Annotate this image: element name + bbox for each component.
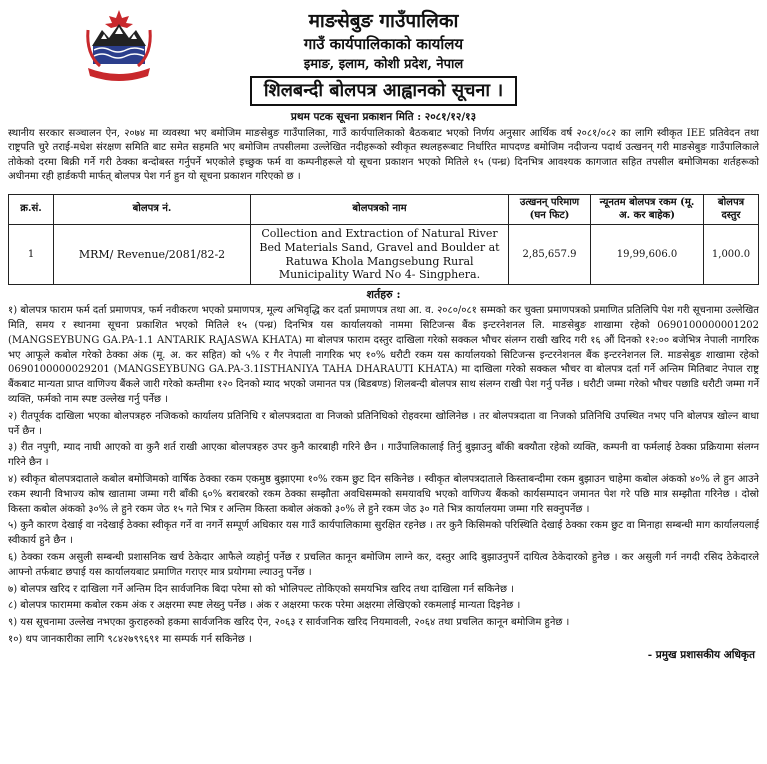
- cell-quantity: 2,85,657.9: [509, 225, 591, 285]
- terms-list: [8, 304, 759, 648]
- municipality-name: माङसेबुङ गाउँपालिका: [308, 10, 459, 32]
- col-header-name: बोलपत्रको नाम: [251, 195, 509, 225]
- publication-date: प्रथम पटक सूचना प्रकाशन मिति : २०८१/१२/१३: [290, 110, 477, 123]
- table-row: [9, 225, 759, 285]
- term-item: ७) बोलपत्र खरिद र दाखिला गर्ने अन्तिम दिन सार्वजनिक बिदा परेमा सो को भोलिपल्ट तोकिएको समयभित्र खरिद तथा दाखिला गर्न सकिनेछ ।: [8, 583, 514, 595]
- table-header-row: [9, 195, 759, 225]
- term-item: ५) कुनै कारण देखाई वा नदेखाई ठेक्का स्वीकृत गर्ने वा नगर्ने सम्पूर्ण अधिकार यस गाउँ कार्यपालिकामा सुरक्षित रहनेछ । तर कुनै किसिमको परिस्थिति देखाई ठेक्का रकम छुट वा मिनाहा सम्बन्धी माग कार्यालयलाई स्वीकार्य हुने छैन ।: [8, 520, 759, 547]
- col-header-bid-no: बोलपत्र नं.: [54, 195, 251, 225]
- cell-name: Collection and Extraction of Natural River Bed Materials Sand, Gravel and Boulder at Ratuwa Khola Mangsebung Rural Municipality Ward No 4- Singphera.: [251, 225, 509, 285]
- term-item: १०) थप जानकारीका लागि ९८४२७९९६९१ मा सम्पर्क गर्न सकिनेछ ।: [8, 633, 252, 645]
- col-header-min-amount: न्यूनतम बोलपत्र रकम (मू. अ. कर बाहेक): [591, 195, 704, 225]
- signature-line: - प्रमुख प्रशासकीय अधिकृत: [647, 648, 755, 661]
- nepal-emblem-icon: [82, 6, 156, 84]
- intro-paragraph: स्थानीय सरकार सञ्चालन ऐन, २०७४ मा व्यवस्था भए बमोजिम माङसेबुङ गाउँपालिका, गाउँ कार्यपालिकाको बैठकबाट भएको निर्णय अनुसार आर्थिक वर्ष २०८१/०८२ का लागि स्वीकृत IEE प्रतिवेदन तथा राष्ट्रपति चुरे तराई-मधेश संरक्षण समिति बाट समेत सहमति भए बमोजिम तपसीलमा उल्लेखित नदीहरूको स्वीकृत स्थलहरूबाट निर्धारित मापदण्ड बमोजिम नदीजन्य पदार्थ उत्खनन् गरी माङसेबुङ गाउँपालिकाले तोकेको दरमा बिक्री गर्ने गरी ठेक्का बन्दोबस्त गर्नुपर्ने भएकोले इच्छुक फर्म वा कम्पनीहरूले यो सूचना प्रकाशन भएको मितिले १५ (पन्ध्र) दिनभित्र आवश्यक कागजात सहित तपसील बमोजिमका शर्तहरूको अधीनमा रही हार्डकपी मार्फत् बोलपत्र पेश गर्न हुन यो सूचना प्रकाशन गरिएको छ ।: [8, 127, 759, 182]
- term-item: ६) ठेक्का रकम असुली सम्बन्धी प्रशासनिक खर्च ठेकेदार आफैले व्यहोर्नु पर्नेछ र प्रचलित कानून बमोजिम लाग्ने कर, दस्तुर आदि बुझाउनुपर्ने दायित्व ठेकेदारको हुनेछ । कर असुली गर्न नगदी रसिद ठेकेदारले आफ्नो तर्फबाट छपाई यस कार्यालयबाट प्रमाणित गराएर मात्र प्रयोगमा ल्याउनु पर्नेछ ।: [8, 551, 759, 578]
- cell-sn: 1: [9, 225, 54, 285]
- notice-title: शिलबन्दी बोलपत्र आह्वानको सूचना ।: [250, 76, 517, 106]
- term-item: ३) रीत नपुगी, म्याद नाघी आएको वा कुनै शर्त राखी आएका बोलपत्रहरु उपर कुनै कारबाही गरिने छैन । गाउँपालिकालाई तिर्नु बुझाउनु बाँकी बक्यौता रहेको व्यक्ति, कम्पनी वा फर्मलाई ठेक्का प्रक्रियामा संलग्न गरिने छैन ।: [8, 442, 759, 469]
- col-header-fee: बोलपत्र दस्तुर: [704, 195, 759, 225]
- term-item: ८) बोलपत्र फाराममा कबोल रकम अंक र अक्षरमा स्पष्ट लेख्नु पर्नेछ । अंक र अक्षरमा फरक परेमा अक्षरमा लेखिएको रकमलाई मान्यता दिइनेछ ।: [8, 600, 521, 612]
- col-header-quantity: उत्खनन् परिमाण (घन फिट): [509, 195, 591, 225]
- cell-fee: 1,000.0: [704, 225, 759, 285]
- cell-min-amount: 19,99,606.0: [591, 225, 704, 285]
- term-item: २) रीतपूर्वक दाखिला भएका बोलपत्रहरु नजिकको कार्यालय प्रतिनिधि र बोलपत्रदाता वा निजको प्रतिनिधिको रोहवरमा खोलिनेछ । तर बोलपत्रदाता वा निजको प्रतिनिधि उपस्थित नभए पनि बोलपत्र खोल्न बाधा पर्ने छैन ।: [8, 410, 759, 437]
- col-header-sn: क्र.सं.: [9, 195, 54, 225]
- office-address: इमाङ, इलाम, कोशी प्रदेश, नेपाल: [303, 56, 464, 72]
- term-item: १) बोलपत्र फाराम फर्म दर्ता प्रमाणपत्र, फर्म नवीकरण भएको प्रमाणपत्र, मूल्य अभिवृद्धि कर दर्ता प्रमाणपत्र तथा आ. व. २०८०/०८१ सम्मको कर चुक्ता प्रमाणपत्रको प्रमाणित प्रतिलिपि पेश गरी सूचनामा उल्लेखित मिति, समय र स्थानमा सूचना प्रकाशित भएको मितिले १५ (पन्ध्र) दिनभित्र यस कार्यालयको नाममा सिटिजन्स बैंक इन्टरनेशनल लि. माङसेबुङ शाखामा रहेको 0690100000001202 (MANGSEYBUNG GA.PA-1.1 ANTARIK RAJASWA KHATA) मा बोलपत्र फाराम दस्तुर दाखिला गरेको सक्कल भौचर संलग्न राखी खरिद गरी १६ औं दिनको १२:०० बजेभित्र नेपाली नागरिक भए आफूले कबोल गरेको ठेक्का अंक (मू. अ. कर सहित) को ५% र गैर नेपाली नागरिक भए १०% धरौटी रकम यस कार्यालयको सिटिजन्स इन्टरनेशनल बैंक इन्टरनेशनल लि. माङसेबुङ शाखामा रहेको 0690100000029201 (MANGSEYBUNG GA.PA-3.1ISTHANIYA TAHA DHARAUTI KHATA) मा दाखिला गरेको सक्कल भौचर वा बोलपत्र दर्ता गर्ने अन्तिम मितिबाट नेपाल राष्ट्र बैंकबाट मान्यता प्राप्त वाणिज्य बैंकले जारी गरेको कम्तीमा १२० दिनको म्याद भएको जमानत पत्र (बिडबण्ड) शिलबन्दी बोलपत्र साथ संलग्न राखी पेश गर्नु पर्नेछ । धरौटी जम्मा गरेको भौचर पछाडि धरौटी जम्मा गर्ने व्यक्ति, फर्मको नाम स्पष्ट उल्लेख गर्नु पर्नेछ ।: [8, 305, 759, 405]
- term-item: ४) स्वीकृत बोलपत्रदाताले कबोल बमोजिमको वार्षिक ठेक्का रकम एकमुष्ठ बुझाएमा १०% रकम छुट दिन सकिनेछ । स्वीकृत बोलपत्रदाताले किस्ताबन्दीमा रकम बुझाउन चाहेमा कबोल अंकको ४०% ले हुन आउने रकम स्थानी विभाज्य कोष खातामा जम्मा गरी बाँकी ६०% बराबरको रकम ठेक्का सम्झौता अवधिसम्मको समयावधि भएको वाणिज्य बैंकको कार्यसम्पादन जमानत पेश गरे पछि मात्र सम्झौता गरिनेछ । दोस्रो किस्ता कबोल अंकको ३०% ले हुने रकम जेठ १५ गते भित्र र अन्तिम किस्ता कबोल अंकको ३०% ले हुने रकम जेठ ३० गते भित्र कार्यालयमा जम्मा गरि सक्नुपर्नेछ ।: [8, 473, 759, 515]
- office-name: गाउँ कार्यपालिकाको कार्यालय: [303, 34, 464, 53]
- term-item: ९) यस सूचनामा उल्लेख नभएका कुराहरुको हकमा सार्वजनिक खरिद ऐन, २०६३ र सार्वजनिक खरिद नियमावली, २०६४ तथा प्रचलित कानून बमोजिम हुनेछ ।: [8, 617, 570, 629]
- cell-bid-no: MRM/ Revenue/2081/82-2: [54, 225, 251, 285]
- bid-table: [8, 194, 759, 285]
- terms-heading: शर्तहरु :: [366, 288, 401, 302]
